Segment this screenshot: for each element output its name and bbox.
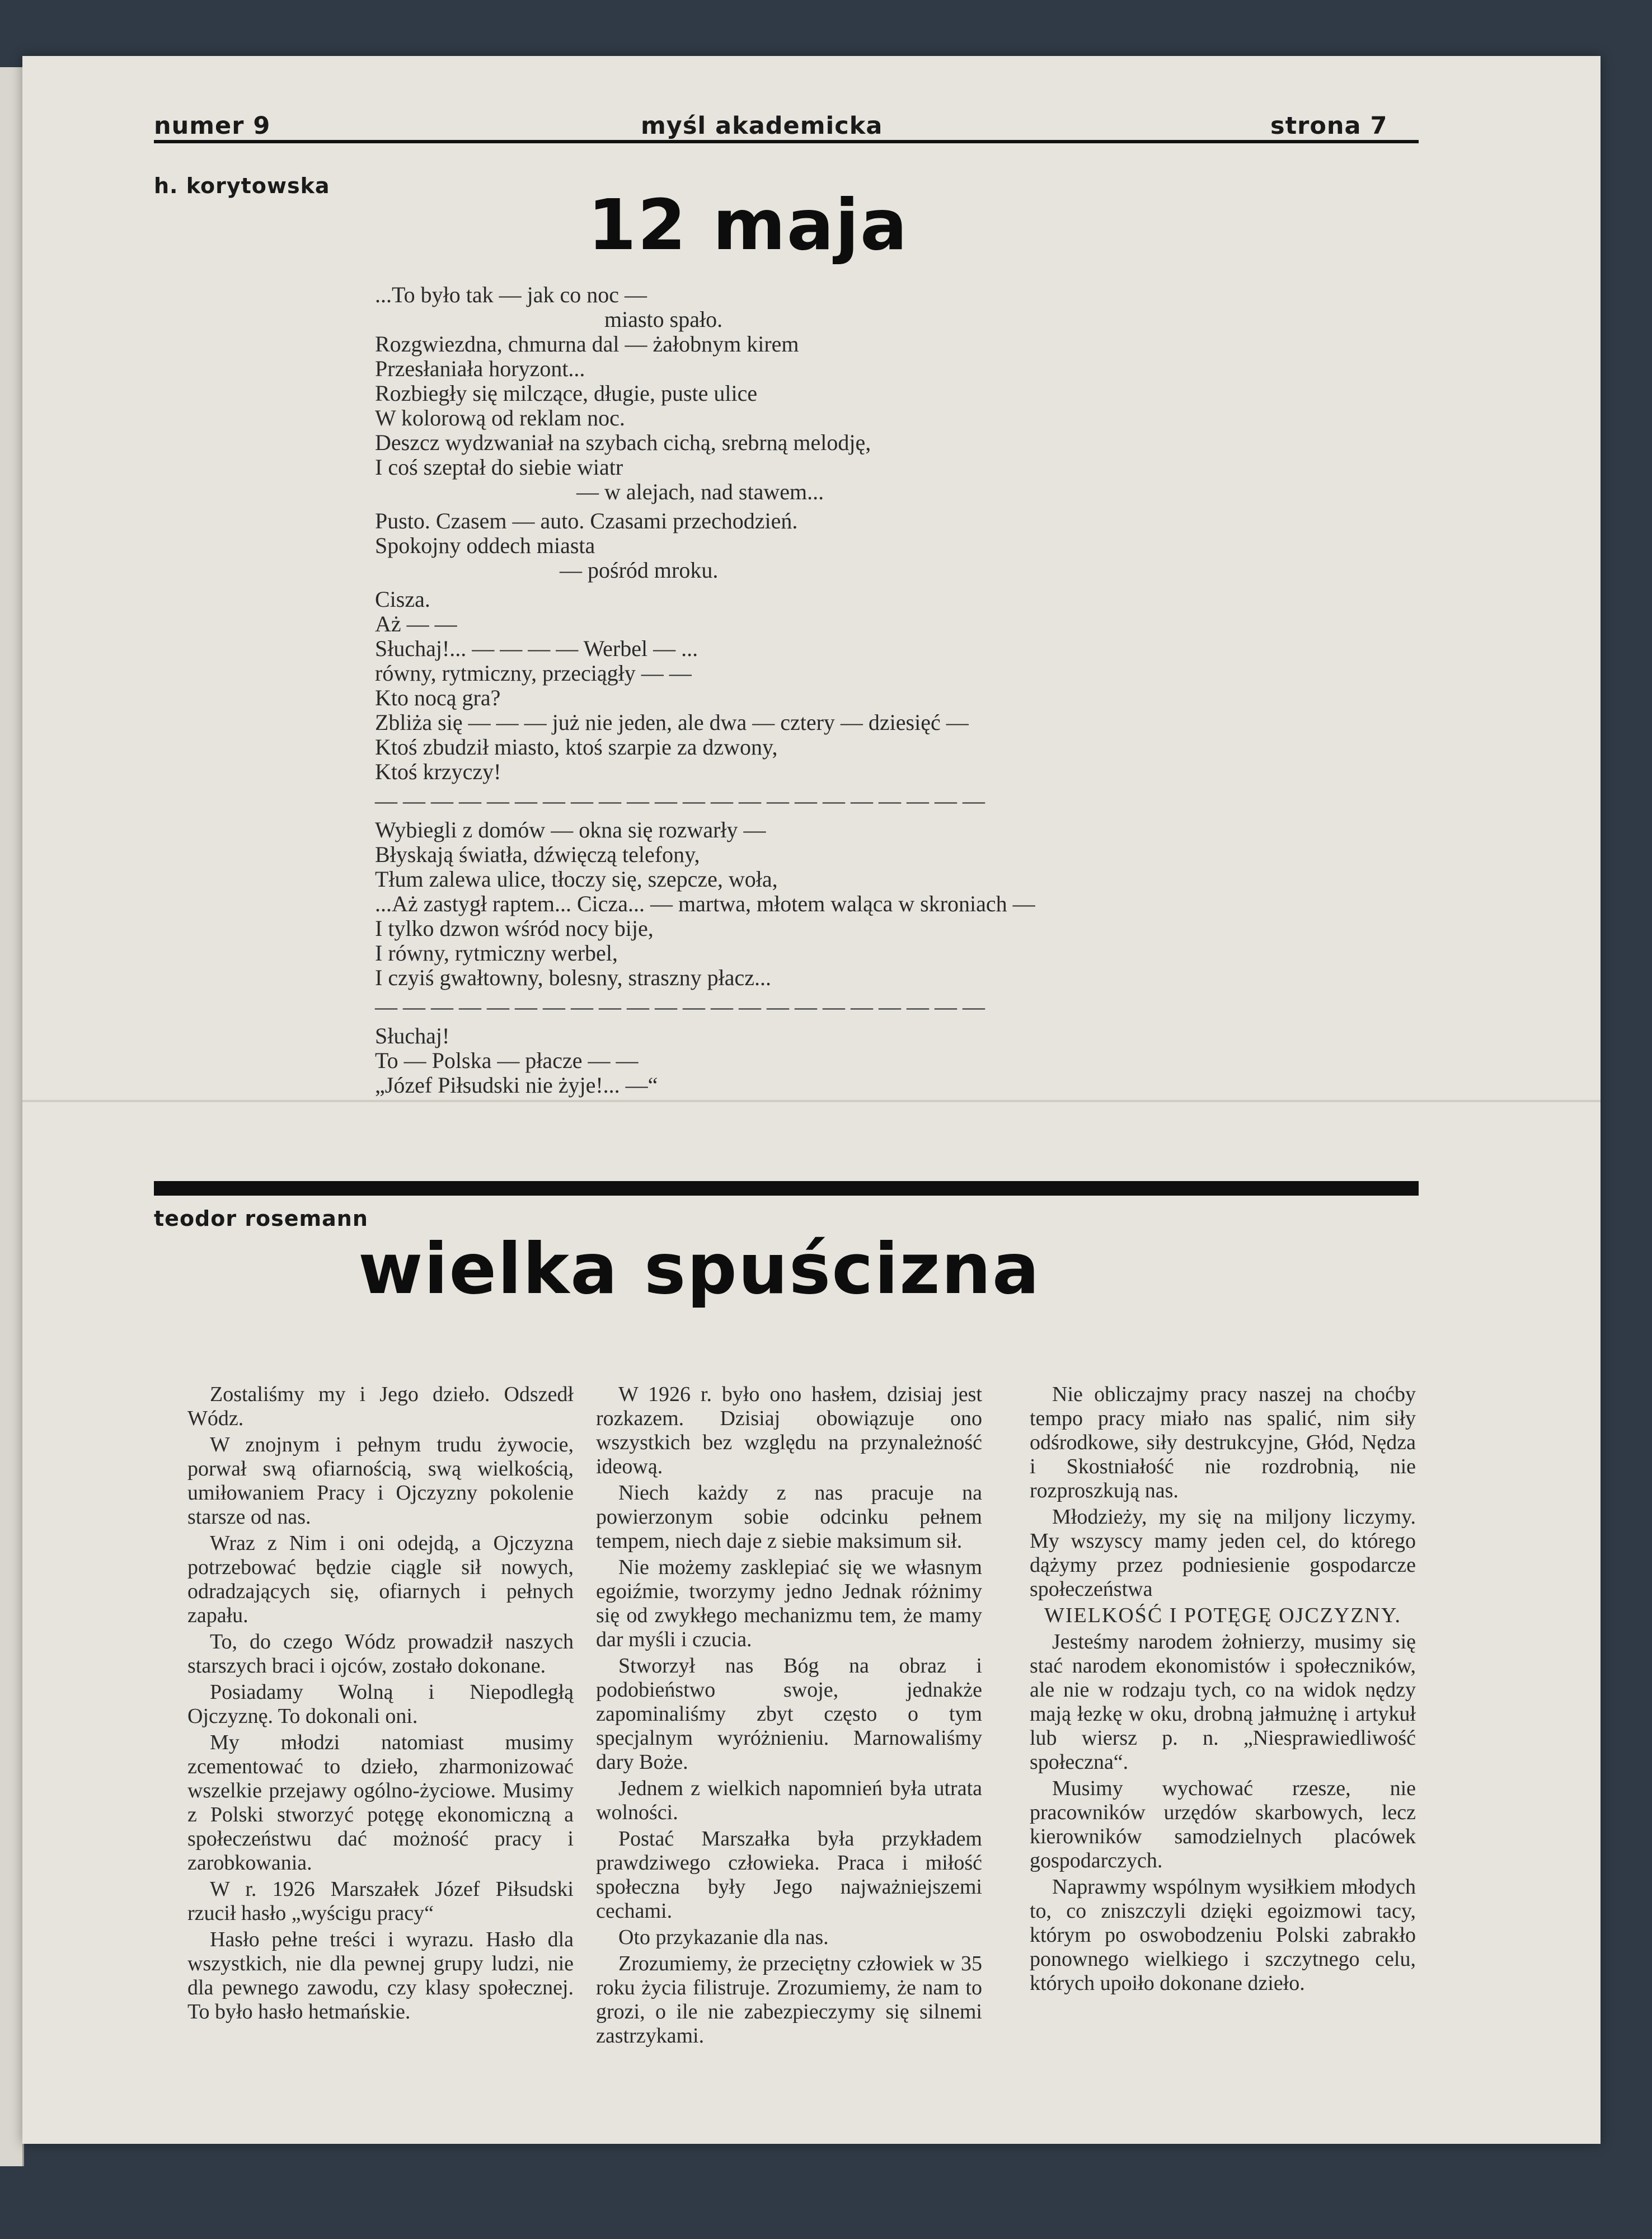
paragraph: Nie obliczajmy pracy naszej na choćby tempo pracy miało nas spalić, nim siły odśrodkowe, siły destrukcyjne, Głód, Nędza i Skostniałość nie rozdrobnią, nie rozproszkują nas. [1030, 1383, 1416, 1502]
poem-line: Ktoś krzyczy! [375, 759, 501, 784]
issue-number: numer 9 [154, 112, 271, 140]
article-author: teodor rosemann [154, 1206, 368, 1231]
poem-line: — w alejach, nad stawem... [375, 479, 824, 504]
paragraph: Zostaliśmy my i Jego dzieło. Odszedł Wódz. [187, 1383, 574, 1430]
poem-line: Aż — — [375, 611, 457, 636]
poem-line: Wybiegli z domów — okna się rozwarły — [375, 817, 766, 842]
paragraph: To, do czego Wódz prowadził naszych starszych braci i ojców, zostało dokonane. [187, 1630, 574, 1678]
poem-line: Tłum zalewa ulice, tłoczy się, szepcze, woła, [375, 866, 778, 892]
magazine-page [22, 56, 1601, 2144]
paragraph: Naprawmy wspólnym wysiłkiem młodych to, co zniszczyli dzięki egoizmowi tacy, którym po oswobodzeniu Polski zabrakło ponownego wielkiego i szczytnego celu, których upoiło dokonane dzieło. [1030, 1875, 1416, 1995]
poem-line: równy, rytmiczny, przeciągły — — [375, 661, 692, 686]
paragraph: W znojnym i pełnym trudu żywocie, porwał swą ofiarnością, swą wielkością, umiłowaniem Pracy i Ojczyzny pokolenie starsze od nas. [187, 1433, 574, 1529]
paragraph: My młodzi natomiast musimy zcementować to dzieło, zharmonizować wszelkie przejawy ogólno-życiowe. Musimy z Polski stworzyć potęgę ekonomiczną a społeczeństwu dać możność pracy i zarobkowania. [187, 1731, 574, 1875]
paragraph: Młodzieży, my się na miljony liczymy. My wszyscy mamy jeden cel, do którego dążymy przez podniesienie gospodarcze społeczeństwa [1030, 1505, 1416, 1601]
paragraph: W r. 1926 Marszałek Józef Piłsudski rzucił hasło „wyścigu pracy“ [187, 1877, 574, 1925]
poem-line: — pośród mroku. [375, 558, 719, 583]
article-column-3 [1030, 1383, 1416, 1998]
magazine-name: myśl akademicka [641, 112, 883, 140]
poem-line: Pusto. Czasem — auto. Czasami przechodzień. [375, 508, 798, 533]
paragraph: W 1926 r. było ono hasłem, dzisiaj jest rozkazem. Dzisiaj obowiązuje ono wszystkich bez względu na przynależność ideową. [596, 1383, 982, 1478]
paragraph: Hasło pełne treści i wyrazu. Hasło dla wszystkich, nie dla pewnej grupy ludzi, nie dla pewnego zawodu, czy klasy społecznej. To było hasło hetmańskie. [187, 1928, 574, 2023]
poem-line: Rozgwiezdna, chmurna dal — żałobnym kirem [375, 331, 799, 357]
poem-line: I tylko dzwon wśród nocy bije, [375, 916, 654, 941]
paragraph: Posiadamy Wolną i Niepodległą Ojczyznę. To dokonali oni. [187, 1680, 574, 1728]
poem-line: I czyiś gwałtowny, bolesny, straszny płacz... [375, 965, 771, 990]
article-title: wielka spuścizna [358, 1229, 1041, 1310]
poem-line: Cisza. [375, 587, 430, 612]
poem-line: ...To było tak — jak co noc — [375, 282, 647, 307]
poem-line: — — — — — — — — — — — — — — — — — — — — — — [375, 994, 985, 1019]
poem-line: I równy, rytmiczny werbel, [375, 940, 618, 966]
poem-line: Zbliża się — — — już nie jeden, ale dwa — cztery — dziesięć — [375, 710, 969, 735]
poem-author: h. korytowska [154, 174, 330, 198]
page-number: strona 7 [1270, 112, 1388, 140]
poem-line: Słuchaj! [375, 1023, 450, 1048]
poem-line: Błyskają światła, dźwięczą telefony, [375, 842, 700, 867]
poem-line: Kto nocą gra? [375, 685, 501, 710]
emphasis-line: WIELKOŚĆ I POTĘGĘ OJCZYZNY. [1044, 1604, 1402, 1627]
header-rule [154, 140, 1419, 143]
poem-body [375, 283, 1214, 1098]
poem-line: Ktoś zbudził miasto, ktoś szarpie za dzwony, [375, 734, 778, 760]
poem-line: — — — — — — — — — — — — — — — — — — — — — — [375, 788, 985, 813]
paragraph: Wraz z Nim i oni odejdą, a Ojczyzna potrzebować będzie ciągle sił nowych, odradzających się, ofiarnych i pełnych zapału. [187, 1531, 574, 1627]
paragraph: Nie możemy zasklepiać się we własnym egoiźmie, tworzymy jedno Jednak różnimy się od zwykłego mechanizmu tem, że mamy dar myśli i czucia. [596, 1556, 982, 1651]
poem-line: W kolorową od reklam noc. [375, 405, 625, 430]
section-divider [154, 1181, 1419, 1196]
poem-line: Spokojny oddech miasta [375, 533, 595, 558]
paragraph: Niech każdy z nas pracuje na powierzonym sobie odcinku pełnem tempem, niech daje z siebie maksimum sił. [596, 1481, 982, 1553]
paragraph: Zrozumiemy, że przeciętny człowiek w 35 roku życia filistruje. Zrozumiemy, że nam to grozi, o ile nie zabezpieczymy się silnemi zastrzykami. [596, 1952, 982, 2048]
poem-line: miasto spało. [375, 307, 723, 332]
page-fold [22, 1100, 1601, 1102]
paragraph: Jednem z wielkich napomnień była utrata wolności. [596, 1777, 982, 1824]
poem-line: Deszcz wydzwaniał na szybach cichą, srebrną melodję, [375, 430, 871, 455]
previous-page-edge [0, 67, 24, 2166]
paragraph: Postać Marszałka była przykładem prawdziwego człowieka. Praca i miłość społeczna były Jego najważniejszemi cechami. [596, 1827, 982, 1923]
poem-line: ...Aż zastygł raptem... Cicza... — martwa, młotem waląca w skroniach — [375, 891, 1035, 916]
paragraph: Oto przykazanie dla nas. [618, 1926, 829, 1949]
poem-line: I coś szeptał do siebie wiatr [375, 455, 623, 480]
poem-line: Słuchaj!... — — — — Werbel — ... [375, 636, 698, 661]
paragraph: Jesteśmy narodem żołnierzy, musimy się stać narodem ekonomistów i społeczników, ale nie w rodzaju tych, co na widok nędzy mają łezkę w oku, drobną jałmużnę i artykuł lub wiersz p. n. „Niesprawiedliwość społeczna“. [1030, 1630, 1416, 1774]
poem-title: 12 maja [588, 185, 909, 266]
poem-line: „Józef Piłsudski nie żyje!... —“ [375, 1072, 658, 1098]
paragraph: Stworzył nas Bóg na obraz i podobieństwo swoje, jednakże zapominaliśmy zbyt często o tym specjalnym wyróżnieniu. Marnowaliśmy dary Boże. [596, 1654, 982, 1774]
paragraph: Musimy wychować rzesze, nie pracowników urzędów skarbowych, lecz kierowników samodzielnych placówek gospodarczych. [1030, 1777, 1416, 1872]
article-column-2 [596, 1383, 982, 2050]
poem-line: To — Polska — płacze — — [375, 1048, 639, 1073]
article-column-1 [187, 1383, 574, 2026]
poem-line: Przesłaniała horyzont... [375, 356, 585, 381]
poem-line: Rozbiegły się milczące, długie, puste ulice [375, 381, 758, 406]
